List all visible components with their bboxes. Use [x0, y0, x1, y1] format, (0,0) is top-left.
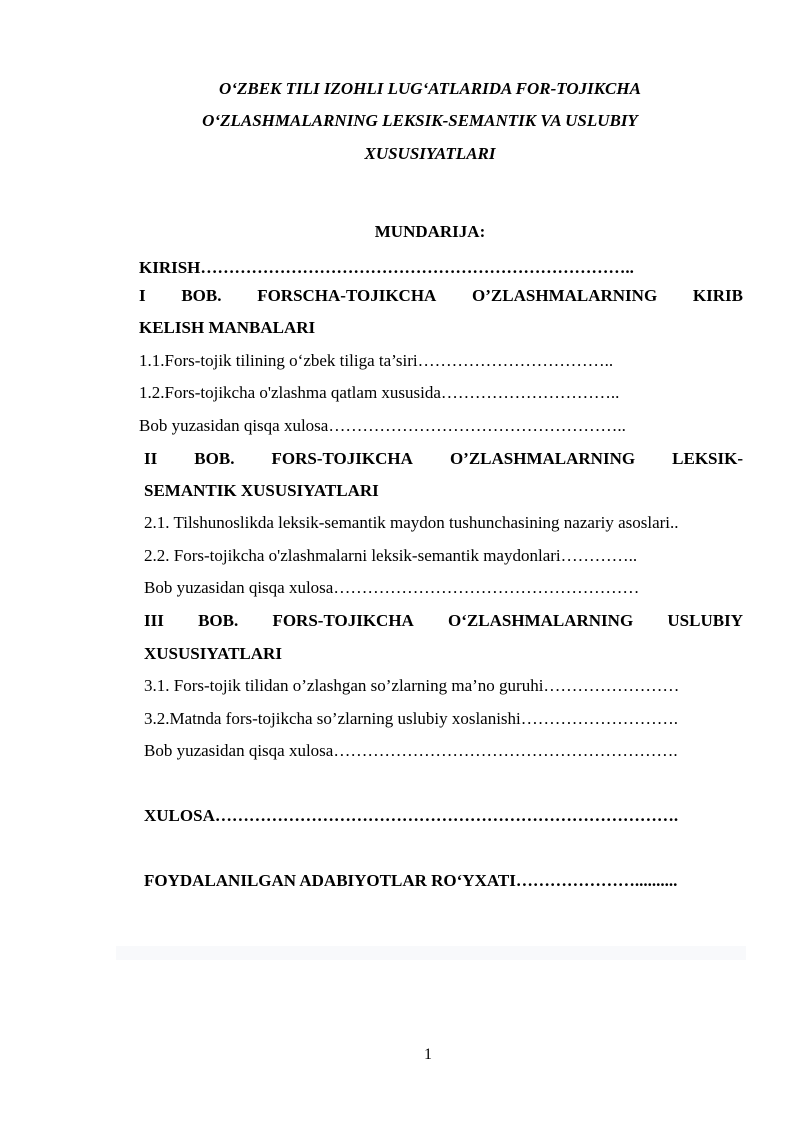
- toc-chapter-3-heading: [144, 607, 743, 635]
- toc-word: II: [144, 449, 158, 468]
- toc-section-2-2: 2.2. Fors-tojikcha o'zlashmalarni leksik-semantik maydonlari…………..: [144, 546, 638, 565]
- title-line-1: O‘ZBEK TILI IZOHLI LUG‘ATLARIDA FOR-TOJIKCHA: [219, 79, 641, 98]
- toc-chapter-3-summary: Bob yuzasidan qisqa xulosa…………………………………………………….: [144, 741, 678, 760]
- toc-word: BOB.: [194, 449, 235, 468]
- page-number: 1: [424, 1046, 432, 1063]
- toc-chapter-2-summary: Bob yuzasidan qisqa xulosa………………………………………………: [144, 578, 640, 597]
- faint-divider: [116, 946, 746, 960]
- toc-word: KIRIB: [692, 286, 743, 305]
- title-line-2: O‘ZLASHMALARNING LEKSIK-SEMANTIK VA USLUBIY: [202, 111, 638, 130]
- toc-word: LEKSIK-: [672, 449, 743, 468]
- contents-heading: MUNDARIJA:: [374, 222, 486, 241]
- toc-introduction: KIRISH…………………………………………………………………..: [139, 258, 634, 277]
- title-line-3: XUSUSIYATLARI: [364, 144, 496, 163]
- toc-word: FORS-TOJIKCHA: [272, 611, 414, 630]
- toc-section-1-1: 1.1.Fors-tojik tilining o‘zbek tiliga ta’siri……………………………..: [139, 351, 614, 370]
- toc-word: USLUBIY: [667, 611, 743, 630]
- toc-section-3-2: 3.2.Matnda fors-tojikcha so’zlarning uslubiy xoslanishi……………………….: [144, 709, 679, 728]
- toc-word: BOB.: [181, 286, 222, 305]
- toc-conclusion: XULOSA……………………………………………………………………….: [144, 806, 679, 825]
- toc-word: III: [144, 611, 164, 630]
- toc-word: O’ZLASHMALARNING: [449, 449, 636, 468]
- toc-chapter-2-heading-cont: SEMANTIK XUSUSIYATLARI: [144, 481, 379, 500]
- toc-word: O’ZLASHMALARNING: [472, 286, 658, 305]
- toc-section-2-1: 2.1. Tilshunoslikda leksik-semantik maydon tushunchasining nazariy asoslari..: [144, 513, 679, 532]
- toc-chapter-1-heading: [139, 282, 743, 310]
- toc-word: FORS-TOJIKCHA: [271, 449, 413, 468]
- toc-chapter-1-heading-cont: KELISH MANBALARI: [139, 318, 316, 337]
- toc-section-1-2: 1.2.Fors-tojikcha o'zlashma qatlam xususida…………………………..: [139, 383, 620, 402]
- toc-section-3-1: 3.1. Fors-tojik tilidan o’zlashgan so’zlarning ma’no guruhi……………………: [144, 676, 680, 695]
- toc-references: FOYDALANILGAN ADABIYOTLAR RO‘YXATI…………………..........: [144, 871, 678, 890]
- toc-word: O‘ZLASHMALARNING: [448, 611, 634, 630]
- toc-chapter-3-heading-cont: XUSUSIYATLARI: [144, 644, 282, 663]
- toc-word: I: [139, 286, 146, 305]
- toc-chapter-1-summary: Bob yuzasidan qisqa xulosa……………………………………………..: [139, 416, 626, 435]
- toc-word: BOB.: [198, 611, 239, 630]
- toc-chapter-2-heading: [144, 445, 743, 473]
- toc-word: FORSCHA-TOJIKCHA: [257, 286, 437, 305]
